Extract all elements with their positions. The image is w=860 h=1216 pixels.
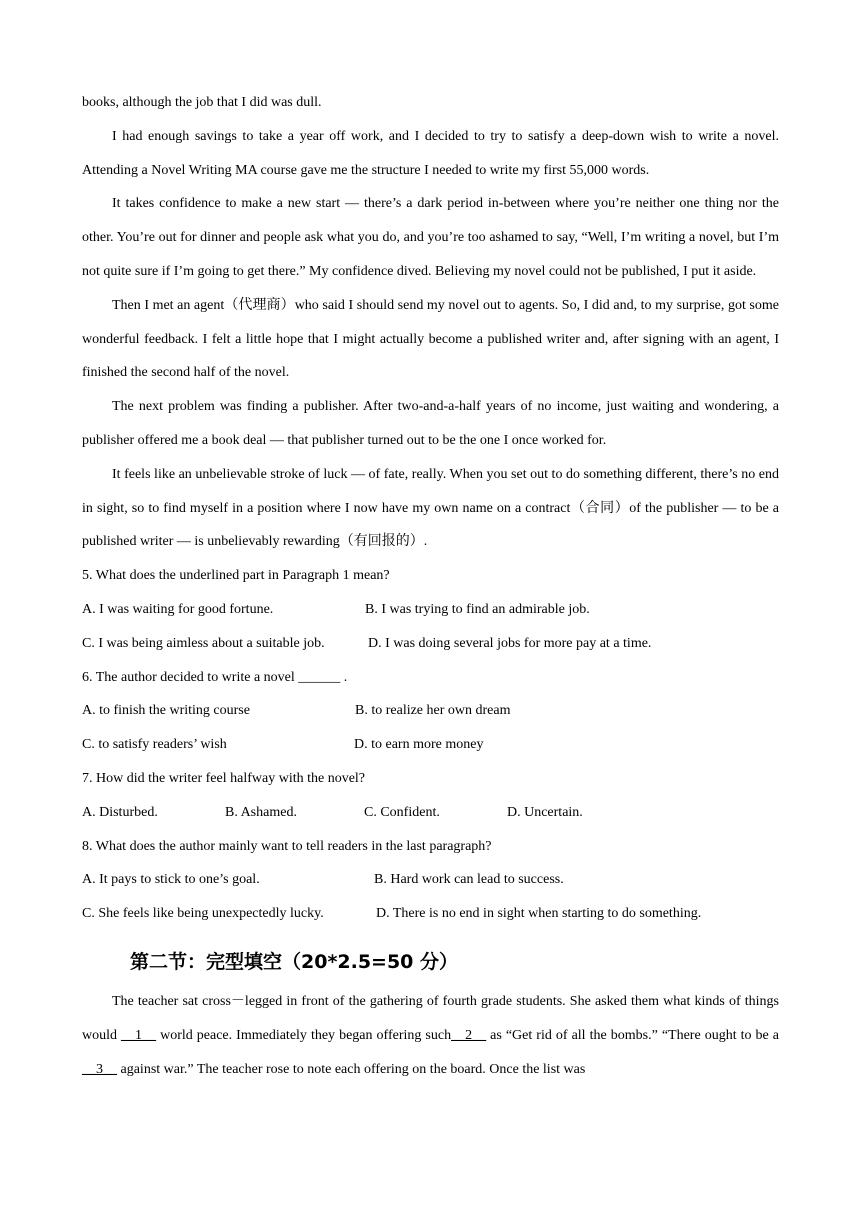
question-7-stem: 7. How did the writer feel halfway with the novel? (82, 770, 366, 786)
question-6-option-d: D. to earn more money (354, 737, 484, 753)
section-2-title: 第二节：完型填空（20*2.5=50 分） (130, 950, 459, 973)
question-8-option-c: C. She feels like being unexpectedly lucky. (82, 906, 324, 922)
question-8-options-row-2 (82, 897, 779, 931)
question-7-option-d: D. Uncertain. (507, 804, 583, 820)
passage-paragraph-3: Then I met an agent（代理商）who said I should send my novel out to agents. So, I did and, to my surprise, got some wonderful feedback. I felt a little hope that I might actually become a published writer and, after signing with an agent, I finished the second half of the novel. (82, 297, 779, 381)
question-5-options-row-1 (82, 593, 779, 627)
cloze-blank-3: __3__ (82, 1061, 117, 1077)
question-5-stem: 5. What does the underlined part in Paragraph 1 mean? (82, 568, 390, 584)
passage-paragraph-0: books, although the job that I did was dull. (82, 95, 322, 110)
question-7-option-b: B. Ashamed. (225, 804, 297, 820)
question-7-option-a: A. Disturbed. (82, 804, 158, 820)
question-5-option-b: B. I was trying to find an admirable job. (365, 601, 590, 617)
cloze-text-1: The teacher sat cross－legged in front of the gathering of fourth grade students. She asked them what kinds of things would (82, 993, 779, 1043)
question-6-stem: 6. The author decided to write a novel ______ . (82, 669, 348, 685)
question-5-options-row-2 (82, 627, 779, 661)
question-8-option-a: A. It pays to stick to one’s goal. (82, 872, 260, 888)
question-8-option-b: B. Hard work can lead to success. (374, 872, 564, 888)
cloze-blank-1: __1__ (121, 1027, 157, 1043)
passage-paragraph-1: I had enough savings to take a year off work, and I decided to try to satisfy a deep-down wish to write a novel. Attending a Novel Writing MA course gave me the structure I needed to write my first 55,000 words. (82, 128, 779, 178)
question-7-option-c: C. Confident. (364, 804, 440, 820)
question-5-option-a: A. I was waiting for good fortune. (82, 601, 274, 617)
passage-paragraph-2: It takes confidence to make a new start — there’s a dark period in-between where you’re neither one thing nor the other. You’re out for dinner and people ask what you do, and you’re too ashamed to say, “Well, I’m writing a novel, but I’m not quite sure if I’m going to get there.” My confidence dived. Believing my novel could not be published, I put it aside. (82, 196, 779, 279)
passage-paragraph-4: The next problem was finding a publisher. After two-and-a-half years of no income, just waiting and wondering, a publisher offered me a book deal — that publisher turned out to be the one I once worked for. (82, 399, 779, 448)
cloze-text-4: against war.” The teacher rose to note each offering on the board. Once the list was (117, 1061, 586, 1077)
question-8-option-d: D. There is no end in sight when starting to do something. (376, 906, 702, 922)
question-7-options-row (82, 796, 779, 830)
question-6-options-row-2 (82, 728, 779, 762)
question-6-options-row-1 (82, 694, 779, 728)
cloze-text-2: world peace. Immediately they began offering such (156, 1027, 452, 1043)
cloze-text-3: as “Get rid of all the bombs.” “There ought to be a (486, 1027, 780, 1043)
question-5-option-c: C. I was being aimless about a suitable job. (82, 635, 325, 651)
cloze-blank-2: __2__ (451, 1027, 487, 1043)
cloze-paragraph (82, 985, 779, 1086)
question-6-option-b: B. to realize her own dream (355, 703, 511, 719)
question-5-option-d: D. I was doing several jobs for more pay at a time. (368, 635, 652, 651)
question-8-options-row-1 (82, 863, 779, 897)
question-8-stem: 8. What does the author mainly want to tell readers in the last paragraph? (82, 838, 492, 854)
question-6-option-c: C. to satisfy readers’ wish (82, 737, 227, 753)
passage-paragraph-5: It feels like an unbelievable stroke of luck — of fate, really. When you set out to do something different, there’s no end in sight, so to find myself in a position where I now have my own name on a contract（合同）of the publisher — to be a published writer — is unbelievably rewarding（有回报的）. (82, 466, 779, 550)
question-6-option-a: A. to finish the writing course (82, 703, 250, 719)
document-page (82, 86, 779, 1086)
